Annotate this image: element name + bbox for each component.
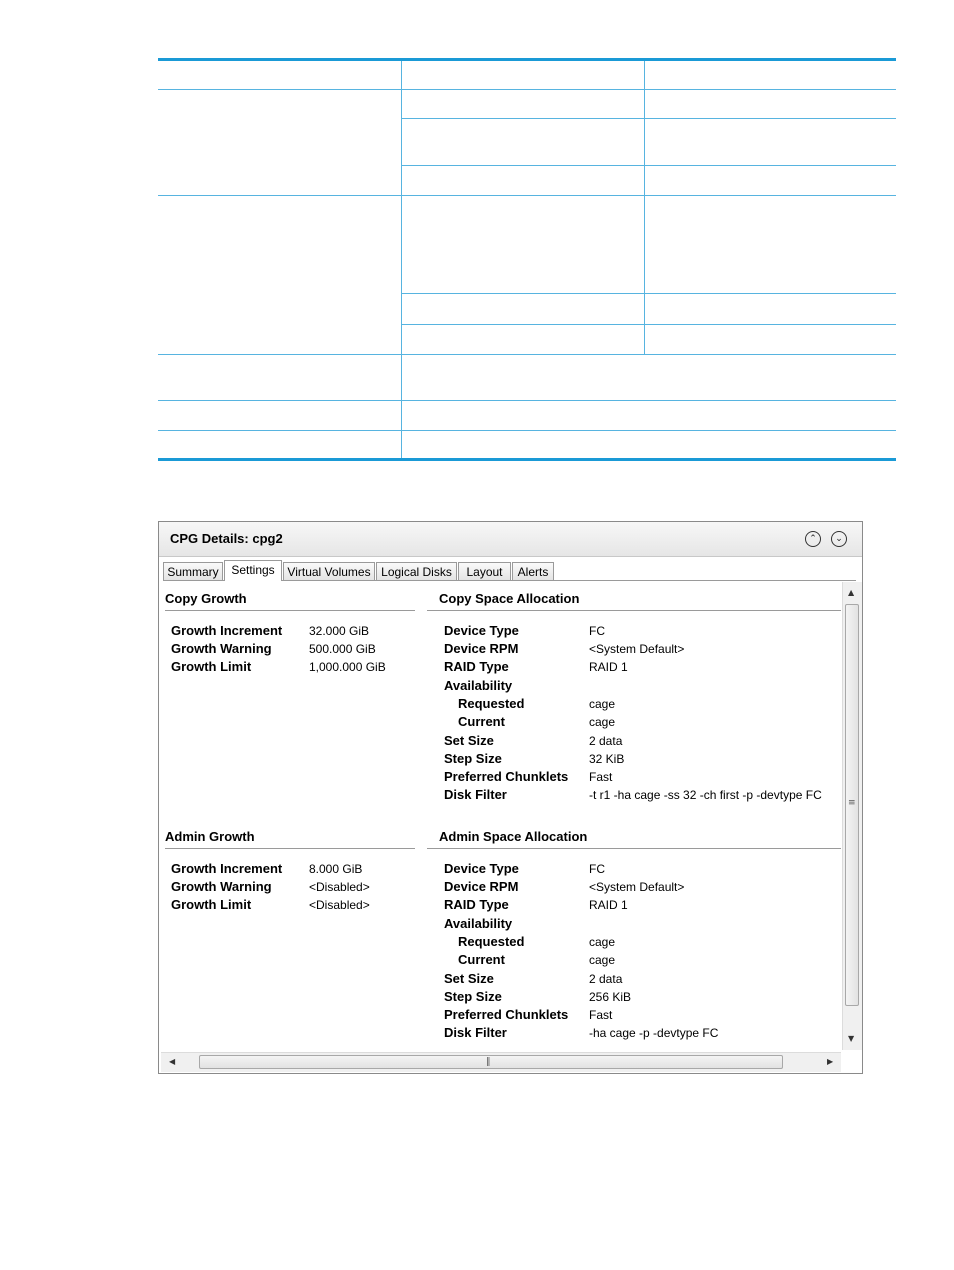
admin-growth-limit-label: Growth Limit bbox=[171, 897, 252, 912]
admin-disk-filter-label: Disk Filter bbox=[444, 1025, 507, 1040]
table-row-line bbox=[401, 324, 896, 325]
table-top-rule bbox=[158, 58, 896, 61]
tab-virtual-volumes[interactable]: Virtual Volumes bbox=[283, 562, 375, 580]
copy-growth-warning-label: Growth Warning bbox=[171, 641, 272, 656]
section-divider bbox=[165, 610, 415, 611]
copy-set-size-label: Set Size bbox=[444, 733, 494, 748]
admin-growth-limit-value: <Disabled> bbox=[309, 898, 370, 912]
admin-step-size-label: Step Size bbox=[444, 989, 502, 1004]
panel-title: CPG Details: cpg2 bbox=[170, 531, 283, 546]
table-bottom-rule bbox=[158, 458, 896, 461]
copy-device-rpm-label: Device RPM bbox=[444, 641, 519, 656]
admin-raid-type-value: RAID 1 bbox=[589, 898, 628, 912]
copy-step-size-label: Step Size bbox=[444, 751, 502, 766]
vertical-scroll-thumb[interactable] bbox=[845, 604, 859, 1006]
tab-alerts[interactable]: Alerts bbox=[512, 562, 554, 580]
horizontal-scrollbar[interactable] bbox=[161, 1052, 841, 1072]
tab-logical-disks[interactable]: Logical Disks bbox=[376, 562, 457, 580]
copy-preferred-chunklets-value: Fast bbox=[589, 770, 613, 784]
copy-preferred-chunklets-label: Preferred Chunklets bbox=[444, 769, 569, 784]
copy-requested-label: Requested bbox=[458, 696, 525, 711]
copy-growth-increment-label: Growth Increment bbox=[171, 623, 283, 638]
admin-growth-warning-value: <Disabled> bbox=[309, 880, 370, 894]
admin-preferred-chunklets-value: Fast bbox=[589, 1008, 613, 1022]
copy-availability-label: Availability bbox=[444, 678, 513, 693]
copy-step-size-value: 32 KiB bbox=[589, 752, 625, 766]
copy-current-value: cage bbox=[589, 715, 616, 729]
grip-icon: ‖ bbox=[486, 1057, 491, 1067]
double-chevron-up-icon[interactable]: ⌃ bbox=[805, 531, 821, 547]
admin-set-size-value: 2 data bbox=[589, 972, 623, 986]
admin-device-type-value: FC bbox=[589, 862, 605, 876]
admin-device-type-label: Device Type bbox=[444, 861, 519, 876]
admin-device-rpm-value: <System Default> bbox=[589, 880, 685, 894]
admin-disk-filter-value: -ha cage -p -devtype FC bbox=[589, 1026, 719, 1040]
copy-space-heading: Copy Space Allocation bbox=[439, 591, 580, 606]
copy-growth-limit-label: Growth Limit bbox=[171, 659, 252, 674]
admin-current-value: cage bbox=[589, 953, 616, 967]
admin-set-size-label: Set Size bbox=[444, 971, 494, 986]
vertical-scrollbar[interactable] bbox=[842, 582, 862, 1050]
admin-device-rpm-label: Device RPM bbox=[444, 879, 519, 894]
copy-device-rpm-value: <System Default> bbox=[589, 642, 685, 656]
admin-requested-value: cage bbox=[589, 935, 616, 949]
copy-requested-value: cage bbox=[589, 697, 616, 711]
table-row-line bbox=[158, 195, 896, 196]
grip-icon: ≡ bbox=[848, 798, 856, 808]
copy-raid-type-label: RAID Type bbox=[444, 659, 509, 674]
table-col-line bbox=[401, 61, 402, 460]
section-divider bbox=[165, 848, 415, 849]
copy-device-type-value: FC bbox=[589, 624, 605, 638]
scroll-right-arrow-icon[interactable]: ▶ bbox=[827, 1057, 834, 1066]
admin-growth-increment-label: Growth Increment bbox=[171, 861, 283, 876]
tab-summary[interactable]: Summary bbox=[163, 562, 223, 580]
double-chevron-down-icon[interactable]: ⌄ bbox=[831, 531, 847, 547]
scroll-left-arrow-icon[interactable]: ◀ bbox=[169, 1057, 176, 1066]
scroll-down-arrow-icon[interactable]: ▼ bbox=[848, 1034, 855, 1043]
settings-content bbox=[159, 582, 841, 1052]
table-row-line bbox=[401, 165, 896, 166]
admin-preferred-chunklets-label: Preferred Chunklets bbox=[444, 1007, 569, 1022]
admin-requested-label: Requested bbox=[458, 934, 525, 949]
table-col-line bbox=[644, 61, 645, 354]
document-table bbox=[158, 58, 896, 462]
copy-growth-heading: Copy Growth bbox=[165, 591, 247, 606]
copy-device-type-label: Device Type bbox=[444, 623, 519, 638]
admin-space-heading: Admin Space Allocation bbox=[439, 829, 588, 844]
copy-raid-type-value: RAID 1 bbox=[589, 660, 628, 674]
copy-growth-limit-value: 1,000.000 GiB bbox=[309, 660, 386, 674]
copy-set-size-value: 2 data bbox=[589, 734, 623, 748]
cpg-details-panel bbox=[158, 521, 863, 1074]
section-divider bbox=[427, 848, 841, 849]
scroll-up-arrow-icon[interactable]: ▲ bbox=[848, 588, 855, 597]
copy-current-label: Current bbox=[458, 714, 505, 729]
admin-growth-warning-label: Growth Warning bbox=[171, 879, 272, 894]
horizontal-scroll-thumb[interactable] bbox=[199, 1055, 783, 1069]
admin-step-size-value: 256 KiB bbox=[589, 990, 632, 1004]
table-row-line bbox=[158, 354, 896, 355]
admin-availability-label: Availability bbox=[444, 916, 513, 931]
panel-header bbox=[159, 522, 862, 557]
table-row-line bbox=[158, 400, 896, 401]
admin-current-label: Current bbox=[458, 952, 505, 967]
copy-disk-filter-label: Disk Filter bbox=[444, 787, 507, 802]
admin-raid-type-label: RAID Type bbox=[444, 897, 509, 912]
table-row-line bbox=[158, 430, 896, 431]
admin-growth-increment-value: 8.000 GiB bbox=[309, 862, 363, 876]
admin-growth-heading: Admin Growth bbox=[165, 829, 255, 844]
section-divider bbox=[427, 610, 841, 611]
table-row-line bbox=[158, 89, 896, 90]
table-row-line bbox=[401, 118, 896, 119]
table-row-line bbox=[401, 293, 896, 294]
copy-disk-filter-value: -t r1 -ha cage -ss 32 -ch first -p -devtype FC bbox=[589, 788, 822, 802]
copy-growth-warning-value: 500.000 GiB bbox=[309, 642, 376, 656]
copy-growth-increment-value: 32.000 GiB bbox=[309, 624, 370, 638]
tab-settings[interactable]: Settings bbox=[224, 560, 282, 581]
tab-layout[interactable]: Layout bbox=[458, 562, 511, 580]
